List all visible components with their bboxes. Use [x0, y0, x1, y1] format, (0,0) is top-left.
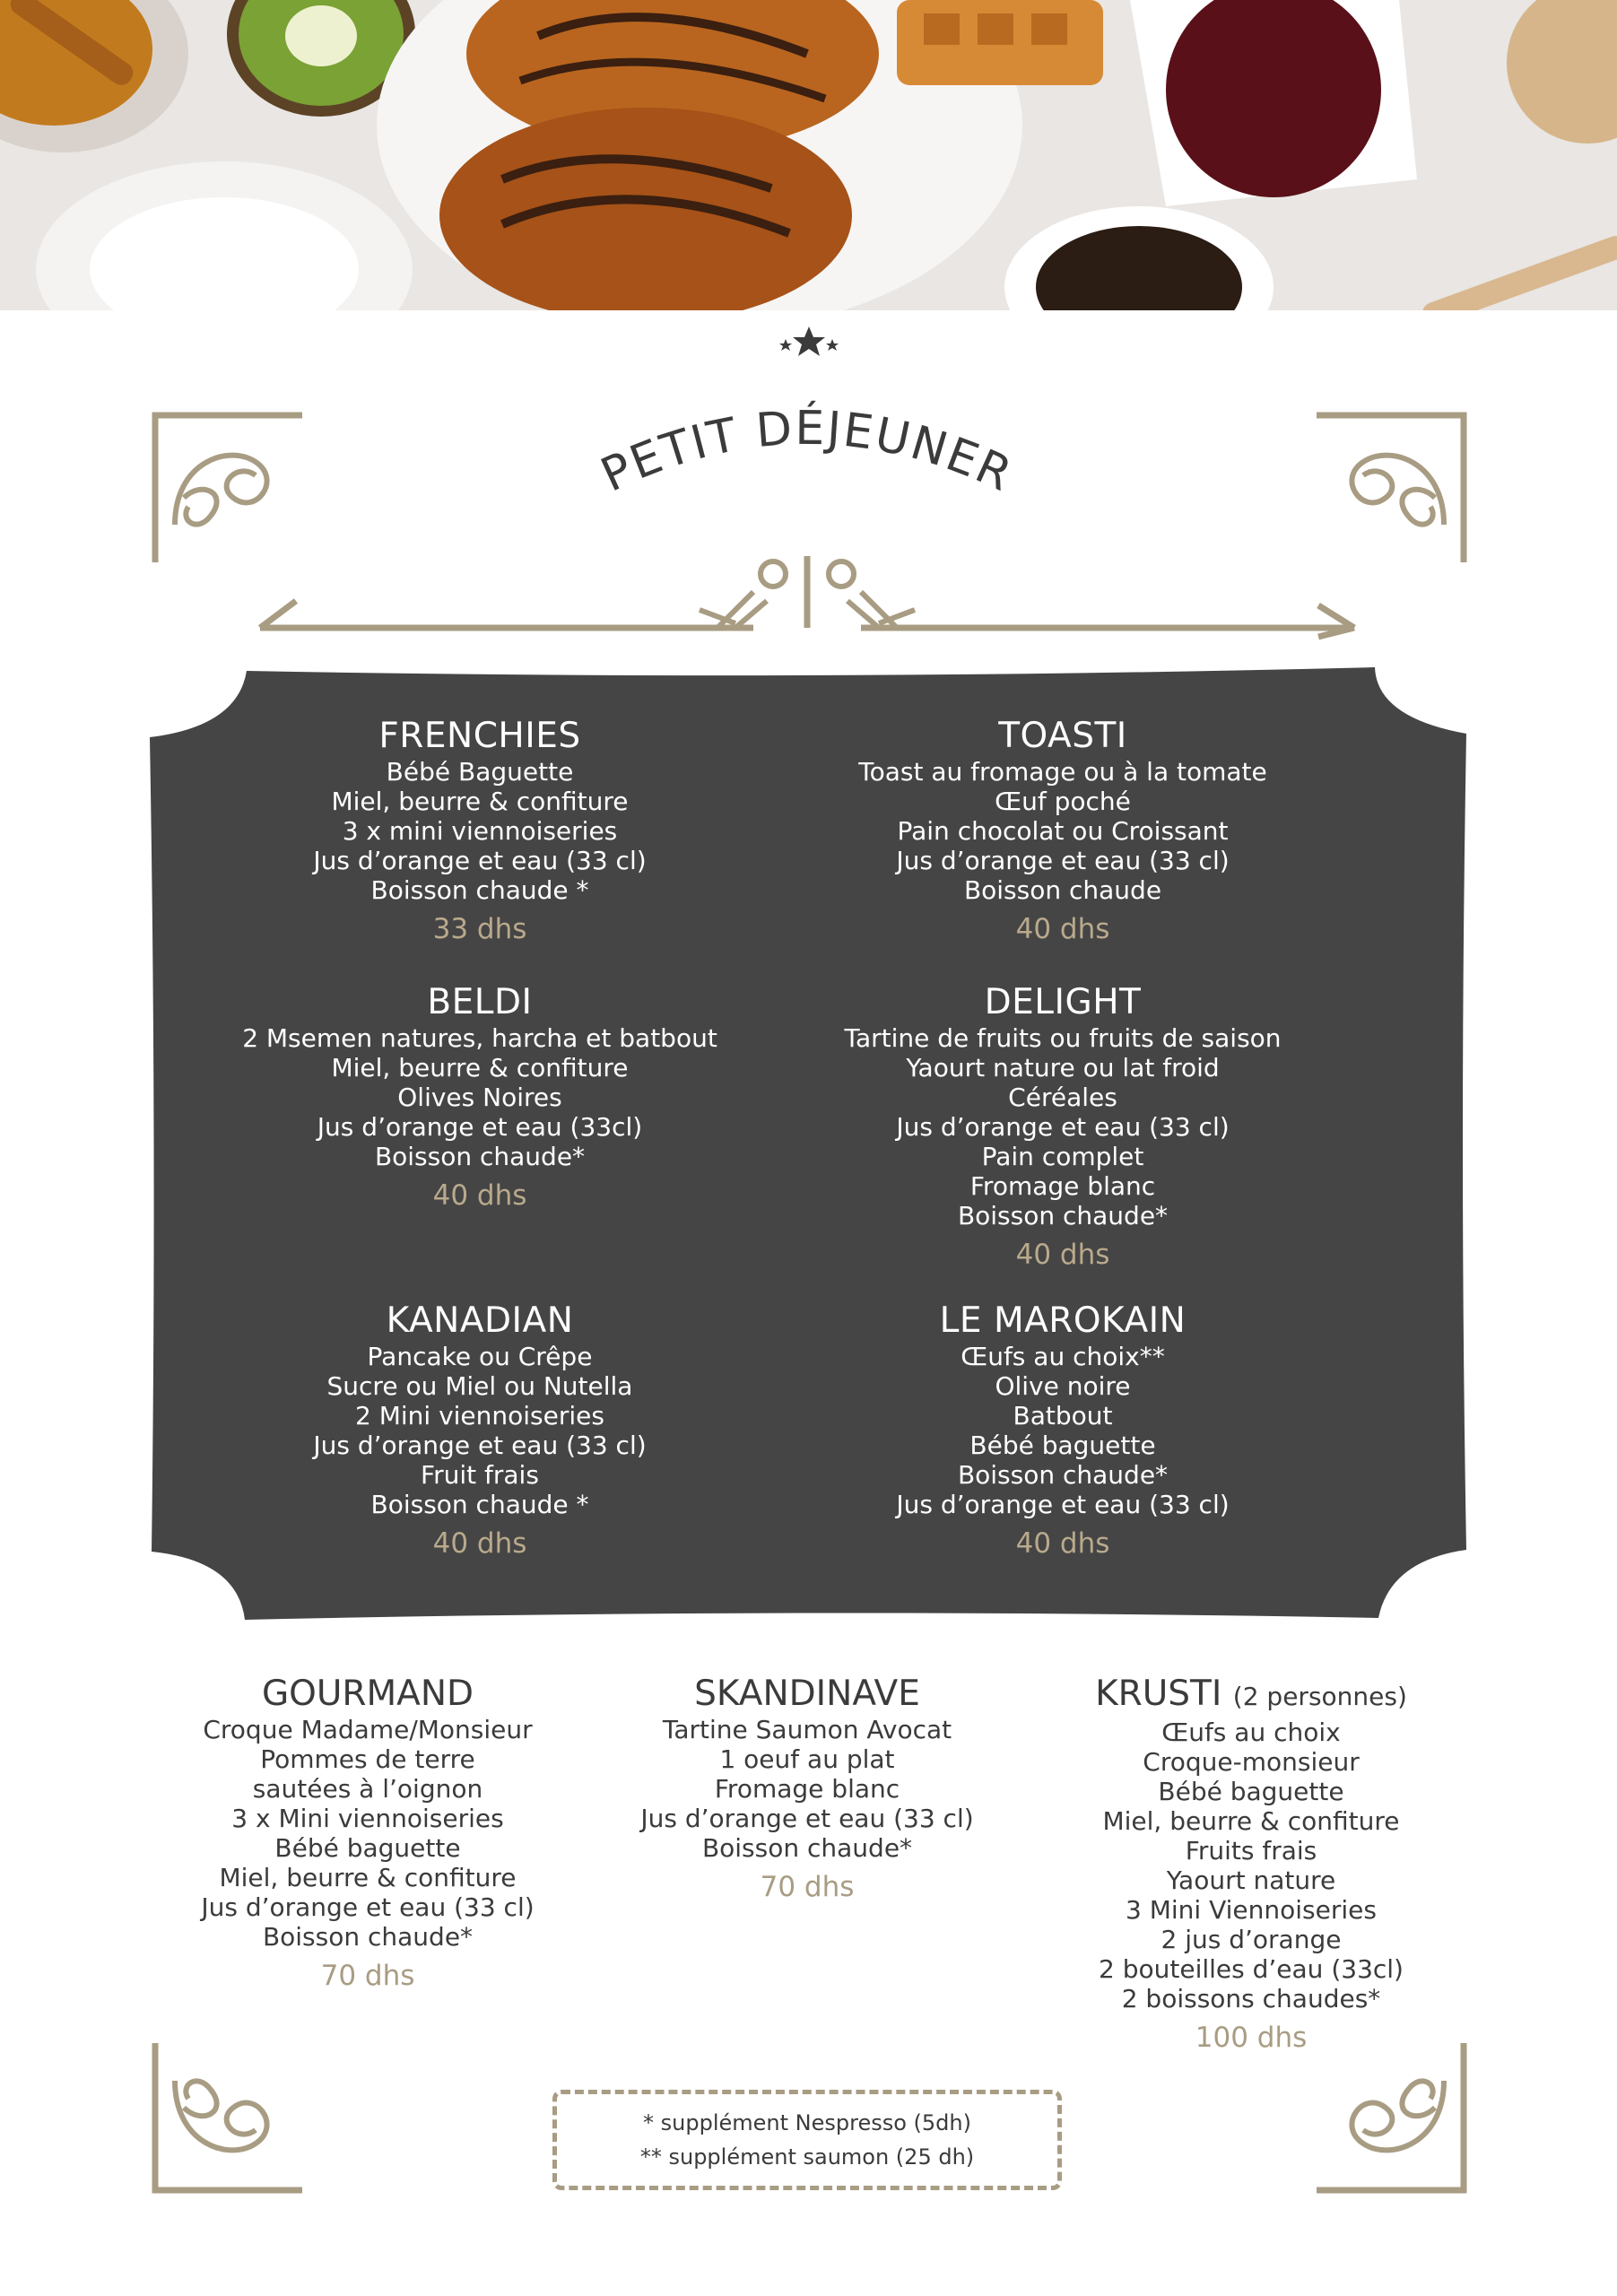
item-line: Fruit frais [421, 1460, 539, 1490]
item-price: 100 dhs [1195, 2022, 1308, 2054]
footnote-nespresso: * supplément Nespresso (5dh) [643, 2110, 971, 2135]
item-name: TOASTI [998, 716, 1127, 756]
item-name-text: KRUSTI [1095, 1674, 1222, 1714]
item-line: Boisson chaude* [374, 1142, 586, 1171]
item-line: 2 Mini viennoiseries [355, 1401, 604, 1431]
corner-ornament-icon [148, 2036, 309, 2197]
item-line: 2 boissons chaudes* [1121, 1984, 1381, 2013]
item-line: Fromage blanc [969, 1171, 1156, 1201]
menu-item-kanadian [256, 1300, 704, 1561]
menu-item-le-marokain [803, 1300, 1323, 1561]
item-line: Jus d’orange et eau (33 cl) [313, 846, 647, 875]
item-line: 3 Mini Viennoiseries [1126, 1895, 1377, 1925]
item-line: 2 jus d’orange [1161, 1925, 1342, 1954]
item-line: Sucre ou Miel ou Nutella [326, 1371, 633, 1401]
item-line: Jus d’orange et eau (33 cl) [640, 1804, 974, 1833]
item-line: Jus d’orange et eau (33 cl) [896, 1112, 1230, 1142]
item-line: Olive noire [995, 1371, 1131, 1401]
item-line: Tartine Saumon Avocat [662, 1715, 952, 1744]
item-name: KANADIAN [386, 1300, 574, 1341]
item-name: LE MAROKAIN [939, 1300, 1187, 1341]
item-line: Pain complet [981, 1142, 1144, 1171]
item-price: 70 dhs [320, 1960, 415, 1992]
menu-item-skandinave [619, 1674, 995, 1904]
item-name: FRENCHIES [378, 716, 581, 756]
breakfast-photo-banner [0, 0, 1617, 310]
item-line: Boisson chaude * [370, 1490, 589, 1519]
menu-item-toasti [803, 716, 1323, 946]
item-price: 40 dhs [432, 1527, 527, 1560]
item-price: 40 dhs [1015, 913, 1110, 945]
item-line: Miel, beurre & confiture [331, 1053, 629, 1083]
page-title-text: PETIT DÉJEUNER [593, 401, 1021, 503]
item-line: Miel, beurre & confiture [1102, 1806, 1400, 1836]
item-line: Fromage blanc [714, 1774, 900, 1804]
item-line: Boisson chaude* [957, 1201, 1169, 1231]
divider-ornament-icon [251, 538, 1363, 646]
item-line: 3 x Mini viennoiseries [231, 1804, 504, 1833]
svg-text:PETIT DÉJEUNER [594, 401, 1021, 503]
menu-item-delight [803, 982, 1323, 1272]
item-line: Yaourt nature [1166, 1866, 1336, 1895]
item-line: Boisson chaude * [370, 875, 589, 905]
item-line: Toast au fromage ou à la tomate [858, 757, 1267, 787]
item-line: Boisson chaude* [262, 1922, 474, 1952]
item-name-suffix: (2 personnes) [1232, 1682, 1407, 1711]
item-name [1058, 1674, 1444, 1718]
item-line: Œufs au choix** [961, 1342, 1165, 1371]
item-price: 40 dhs [1015, 1527, 1110, 1560]
item-line: Jus d’orange et eau (33cl) [317, 1112, 643, 1142]
item-line: 2 Msemen natures, harcha et batbout [242, 1023, 717, 1053]
item-line: sautées à l’oignon [252, 1774, 483, 1804]
item-line: Œuf poché [995, 787, 1131, 816]
item-line: Boisson chaude* [957, 1460, 1169, 1490]
item-line: Boisson chaude* [701, 1833, 913, 1863]
item-line: Pancake ou Crêpe [367, 1342, 593, 1371]
corner-ornament-icon [1309, 2036, 1471, 2197]
item-line: Bébé Baguette [386, 757, 574, 787]
item-line: Miel, beurre & confiture [219, 1863, 517, 1892]
page-title [502, 359, 1112, 538]
item-price: 40 dhs [432, 1179, 527, 1212]
item-line: Yaourt nature ou lat froid [906, 1053, 1220, 1083]
item-line: Bébé baguette [274, 1833, 461, 1863]
item-line: Bébé baguette [1158, 1777, 1344, 1806]
item-line: Olives Noires [397, 1083, 562, 1112]
item-line: Bébé baguette [969, 1431, 1156, 1460]
item-line: Tartine de fruits ou fruits de saison [844, 1023, 1282, 1053]
item-line: Boisson chaude [963, 875, 1162, 905]
item-name: SKANDINAVE [694, 1674, 920, 1714]
item-line: 1 oeuf au plat [719, 1744, 895, 1774]
menu-item-krusti [1058, 1674, 1444, 2055]
item-line: Croque-monsieur [1143, 1747, 1360, 1777]
item-price: 70 dhs [760, 1871, 855, 1903]
menu-board [148, 664, 1469, 1622]
item-line: 2 bouteilles d’eau (33cl) [1099, 1954, 1404, 1984]
item-line: Miel, beurre & confiture [331, 787, 629, 816]
footnote-saumon: ** supplément saumon (25 dh) [639, 2144, 975, 2170]
item-line: Batbout [1013, 1401, 1113, 1431]
menu-item-frenchies [256, 716, 704, 946]
item-price: 40 dhs [1015, 1239, 1110, 1271]
item-name: GOURMAND [261, 1674, 474, 1714]
footnote-box [552, 2090, 1062, 2190]
item-line: Œufs au choix [1161, 1718, 1341, 1747]
item-line: Jus d’orange et eau (33 cl) [896, 846, 1230, 875]
item-line: Jus d’orange et eau (33 cl) [313, 1431, 647, 1460]
stars-icon [777, 325, 841, 361]
item-line: Croque Madame/Monsieur [203, 1715, 533, 1744]
item-line: Pommes de terre [260, 1744, 475, 1774]
item-line: Jus d’orange et eau (33 cl) [896, 1490, 1230, 1519]
item-line: 3 x mini viennoiseries [342, 816, 618, 846]
item-line: Jus d’orange et eau (33 cl) [201, 1892, 535, 1922]
menu-item-gourmand [179, 1674, 556, 1993]
menu-item-beldi [238, 982, 722, 1213]
item-name: DELIGHT [984, 982, 1142, 1022]
item-price: 33 dhs [432, 913, 527, 945]
item-line: Pain chocolat ou Croissant [897, 816, 1229, 846]
item-name: BELDI [427, 982, 533, 1022]
item-line: Céréales [1008, 1083, 1117, 1112]
item-line: Fruits frais [1185, 1836, 1317, 1866]
